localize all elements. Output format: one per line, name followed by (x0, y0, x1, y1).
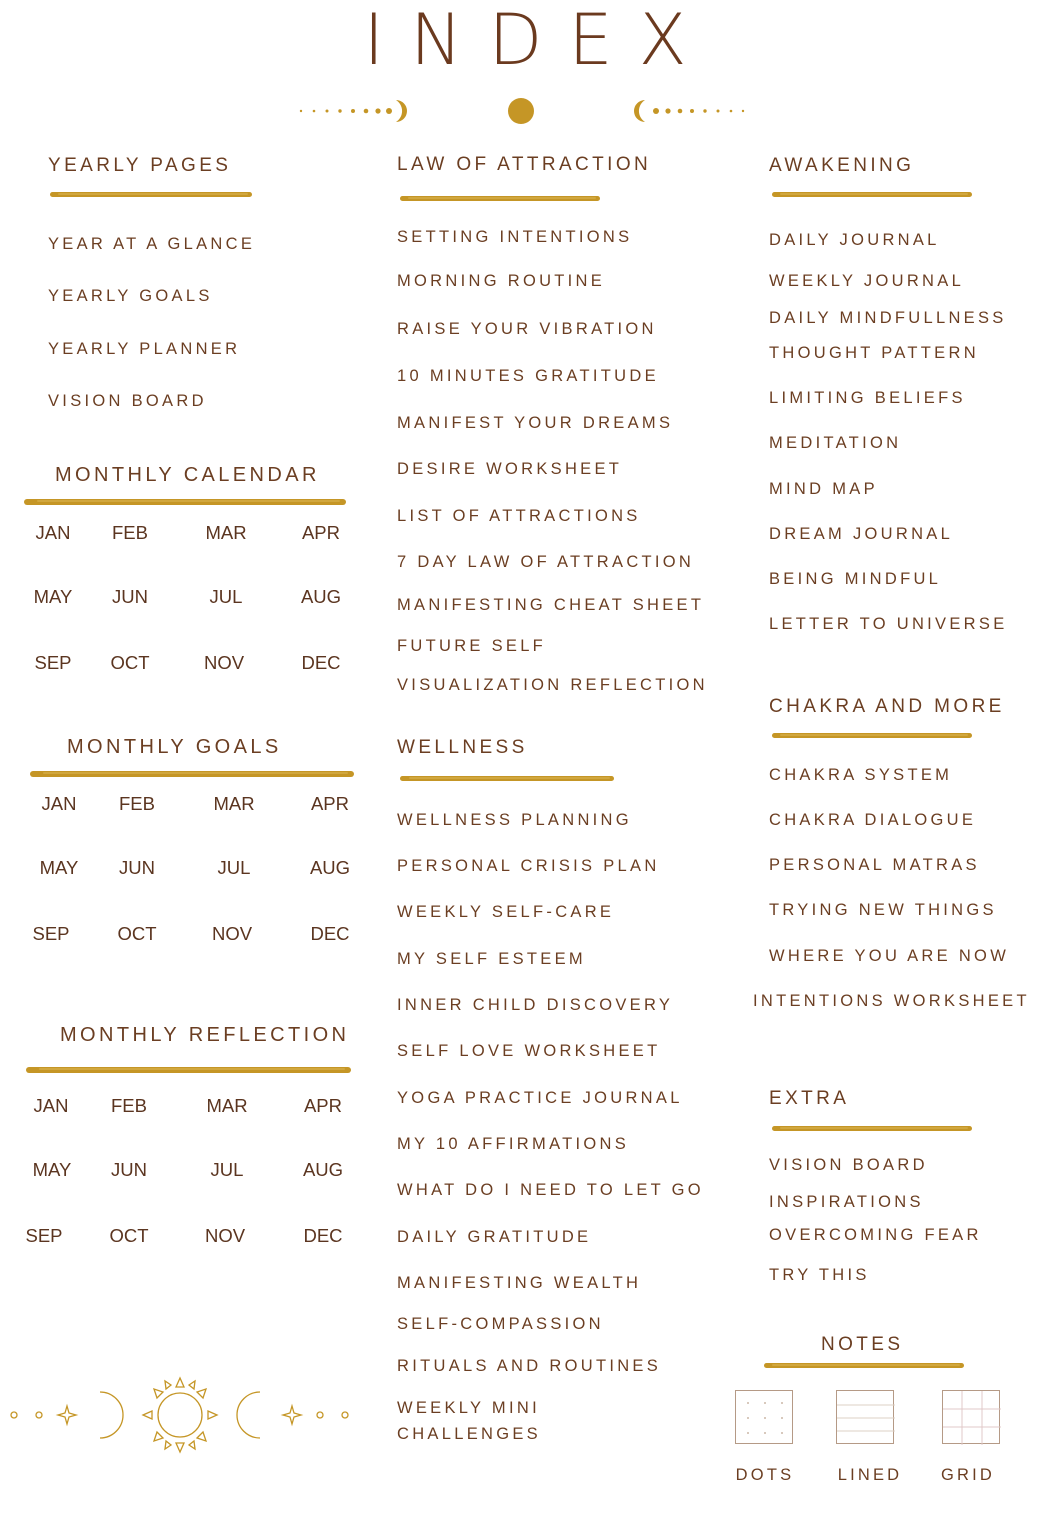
header-underline (30, 771, 354, 777)
link-daily-gratitude[interactable]: DAILY GRATITUDE (397, 1228, 592, 1246)
goals-jul[interactable]: JUL (217, 857, 251, 878)
link-daily-mindfullness[interactable]: DAILY MINDFULLNESS (769, 309, 1007, 327)
link-manifest-your-dreams[interactable]: MANIFEST YOUR DREAMS (397, 414, 674, 432)
link-yoga-practice-journal[interactable]: YOGA PRACTICE JOURNAL (397, 1089, 683, 1107)
link-chakra-system[interactable]: CHAKRA SYSTEM (769, 766, 953, 784)
link-letter-to-universe[interactable]: LETTER TO UNIVERSE (769, 615, 1008, 633)
page-title: INDEX (363, 0, 713, 81)
wellness-header: WELLNESS (397, 737, 528, 758)
header-underline (26, 1067, 351, 1073)
link-inner-child-discovery[interactable]: INNER CHILD DISCOVERY (397, 996, 674, 1014)
chakra-header: CHAKRA AND MORE (769, 696, 1005, 717)
calendar-apr[interactable]: APR (301, 522, 341, 543)
yearly-pages-header: YEARLY PAGES (48, 155, 232, 176)
link-raise-your-vibration[interactable]: RAISE YOUR VIBRATION (397, 320, 657, 338)
lined-paper-icon[interactable] (836, 1390, 894, 1444)
goals-apr[interactable]: APR (310, 793, 350, 814)
goals-sep[interactable]: SEP (32, 923, 70, 944)
link-rituals-and-routines[interactable]: RITUALS AND ROUTINES (397, 1357, 662, 1375)
link-my-self-esteem[interactable]: MY SELF ESTEEM (397, 950, 586, 968)
link-where-you-are-now[interactable]: WHERE YOU ARE NOW (769, 947, 1010, 965)
notes-dots-label[interactable]: DOTS (735, 1466, 795, 1484)
link-yearly-planner[interactable]: YEARLY PLANNER (48, 340, 241, 358)
reflection-mar[interactable]: MAR (206, 1095, 248, 1116)
goals-mar[interactable]: MAR (213, 793, 255, 814)
moon-phases-icon (0, 92, 1050, 132)
link-intentions-worksheet[interactable]: INTENTIONS WORKSHEET (753, 992, 1030, 1010)
calendar-feb[interactable]: FEB (112, 522, 148, 543)
link-personal-crisis-plan[interactable]: PERSONAL CRISIS PLAN (397, 857, 660, 875)
monthly-reflection-header: MONTHLY REFLECTION (60, 1024, 350, 1046)
link-being-mindful[interactable]: BEING MINDFUL (769, 570, 942, 588)
link-weekly-mini-challenges[interactable]: WEEKLY MINI (397, 1399, 540, 1417)
goals-oct[interactable]: OCT (117, 923, 157, 944)
reflection-apr[interactable]: APR (303, 1095, 343, 1116)
calendar-oct[interactable]: OCT (110, 652, 150, 673)
calendar-nov[interactable]: NOV (203, 652, 245, 673)
link-7-day-law-of-attraction[interactable]: 7 DAY LAW OF ATTRACTION (397, 553, 695, 571)
grid-paper-icon[interactable] (942, 1390, 1000, 1444)
goals-jun[interactable]: JUN (119, 857, 155, 878)
link-try-this[interactable]: TRY THIS (769, 1266, 870, 1284)
reflection-jul[interactable]: JUL (210, 1159, 244, 1180)
link-weekly-self-care[interactable]: WEEKLY SELF-CARE (397, 903, 615, 921)
link-self-compassion[interactable]: SELF-COMPASSION (397, 1315, 604, 1333)
header-underline (50, 192, 252, 197)
notes-grid-label[interactable]: GRID (940, 1466, 996, 1484)
goals-aug[interactable]: AUG (309, 857, 351, 878)
reflection-nov[interactable]: NOV (204, 1225, 246, 1246)
goals-may[interactable]: MAY (39, 857, 79, 878)
calendar-may[interactable]: MAY (33, 586, 73, 607)
calendar-dec[interactable]: DEC (301, 652, 341, 673)
reflection-oct[interactable]: OCT (109, 1225, 149, 1246)
link-trying-new-things[interactable]: TRYING NEW THINGS (769, 901, 997, 919)
link-my-10-affirmations[interactable]: MY 10 AFFIRMATIONS (397, 1135, 630, 1153)
law-of-attraction-header: LAW OF ATTRACTION (397, 154, 652, 175)
link-setting-intentions[interactable]: SETTING INTENTIONS (397, 228, 633, 246)
link-limiting-beliefs[interactable]: LIMITING BELIEFS (769, 389, 966, 407)
dot-grid-icon[interactable] (735, 1390, 793, 1444)
calendar-jun[interactable]: JUN (112, 586, 148, 607)
header-underline (400, 196, 600, 201)
monthly-goals-header: MONTHLY GOALS (67, 736, 282, 758)
header-underline (24, 499, 346, 505)
link-mind-map[interactable]: MIND MAP (769, 480, 878, 498)
reflection-aug[interactable]: AUG (302, 1159, 344, 1180)
calendar-mar[interactable]: MAR (205, 522, 247, 543)
header-underline (772, 1126, 972, 1131)
goals-feb[interactable]: FEB (119, 793, 155, 814)
calendar-sep[interactable]: SEP (34, 652, 72, 673)
link-yearly-goals[interactable]: YEARLY GOALS (48, 287, 213, 305)
monthly-calendar-header: MONTHLY CALENDAR (55, 464, 320, 486)
link-self-love-worksheet[interactable]: SELF LOVE WORKSHEET (397, 1042, 661, 1060)
goals-dec[interactable]: DEC (310, 923, 350, 944)
link-meditation[interactable]: MEDITATION (769, 434, 902, 452)
link-10-minutes-gratitude[interactable]: 10 MINUTES GRATITUDE (397, 367, 659, 385)
link-manifesting-wealth[interactable]: MANIFESTING WEALTH (397, 1274, 642, 1292)
reflection-sep[interactable]: SEP (25, 1225, 63, 1246)
link-manifesting-cheat-sheet[interactable]: MANIFESTING CHEAT SHEET (397, 596, 705, 614)
header-underline (772, 733, 972, 738)
link-thought-pattern[interactable]: THOUGHT PATTERN (769, 344, 979, 362)
link-vision-board[interactable]: VISION BOARD (48, 392, 207, 410)
sun-and-moons-icon (0, 1370, 360, 1460)
extra-header: EXTRA (769, 1088, 850, 1109)
calendar-jan[interactable]: JAN (35, 522, 71, 543)
reflection-dec[interactable]: DEC (303, 1225, 343, 1246)
header-underline (400, 776, 614, 781)
link-chakra-dialogue[interactable]: CHAKRA DIALOGUE (769, 811, 977, 829)
notes-lined-label[interactable]: LINED (837, 1466, 903, 1484)
link-list-of-attractions[interactable]: LIST OF ATTRACTIONS (397, 507, 641, 525)
calendar-aug[interactable]: AUG (300, 586, 342, 607)
goals-nov[interactable]: NOV (211, 923, 253, 944)
link-desire-worksheet[interactable]: DESIRE WORKSHEET (397, 460, 623, 478)
link-inspirations[interactable]: INSPIRATIONS (769, 1193, 924, 1211)
reflection-may[interactable]: MAY (32, 1159, 72, 1180)
link-weekly-mini-challenges-line2[interactable]: CHALLENGES (397, 1425, 541, 1443)
link-personal-matras[interactable]: PERSONAL MATRAS (769, 856, 980, 874)
awakening-header: AWAKENING (769, 155, 915, 176)
link-wellness-planning[interactable]: WELLNESS PLANNING (397, 811, 632, 829)
link-visualization-reflection[interactable]: VISUALIZATION REFLECTION (397, 676, 708, 694)
reflection-jan[interactable]: JAN (33, 1095, 69, 1116)
link-weekly-journal[interactable]: WEEKLY JOURNAL (769, 272, 965, 290)
link-daily-journal[interactable]: DAILY JOURNAL (769, 231, 940, 249)
link-year-at-a-glance[interactable]: YEAR AT A GLANCE (48, 235, 256, 253)
reflection-feb[interactable]: FEB (111, 1095, 147, 1116)
header-underline (772, 192, 972, 197)
goals-jan[interactable]: JAN (41, 793, 77, 814)
link-what-do-i-need-to-let-go[interactable]: WHAT DO I NEED TO LET GO (397, 1181, 704, 1199)
header-underline (764, 1363, 964, 1368)
link-future-self[interactable]: FUTURE SELF (397, 637, 547, 655)
link-morning-routine[interactable]: MORNING ROUTINE (397, 272, 606, 290)
reflection-jun[interactable]: JUN (111, 1159, 147, 1180)
notes-header: NOTES (821, 1334, 904, 1355)
calendar-jul[interactable]: JUL (209, 586, 243, 607)
link-extra-vision-board[interactable]: VISION BOARD (769, 1156, 928, 1174)
link-dream-journal[interactable]: DREAM JOURNAL (769, 525, 954, 543)
link-overcoming-fear[interactable]: OVERCOMING FEAR (769, 1226, 982, 1244)
